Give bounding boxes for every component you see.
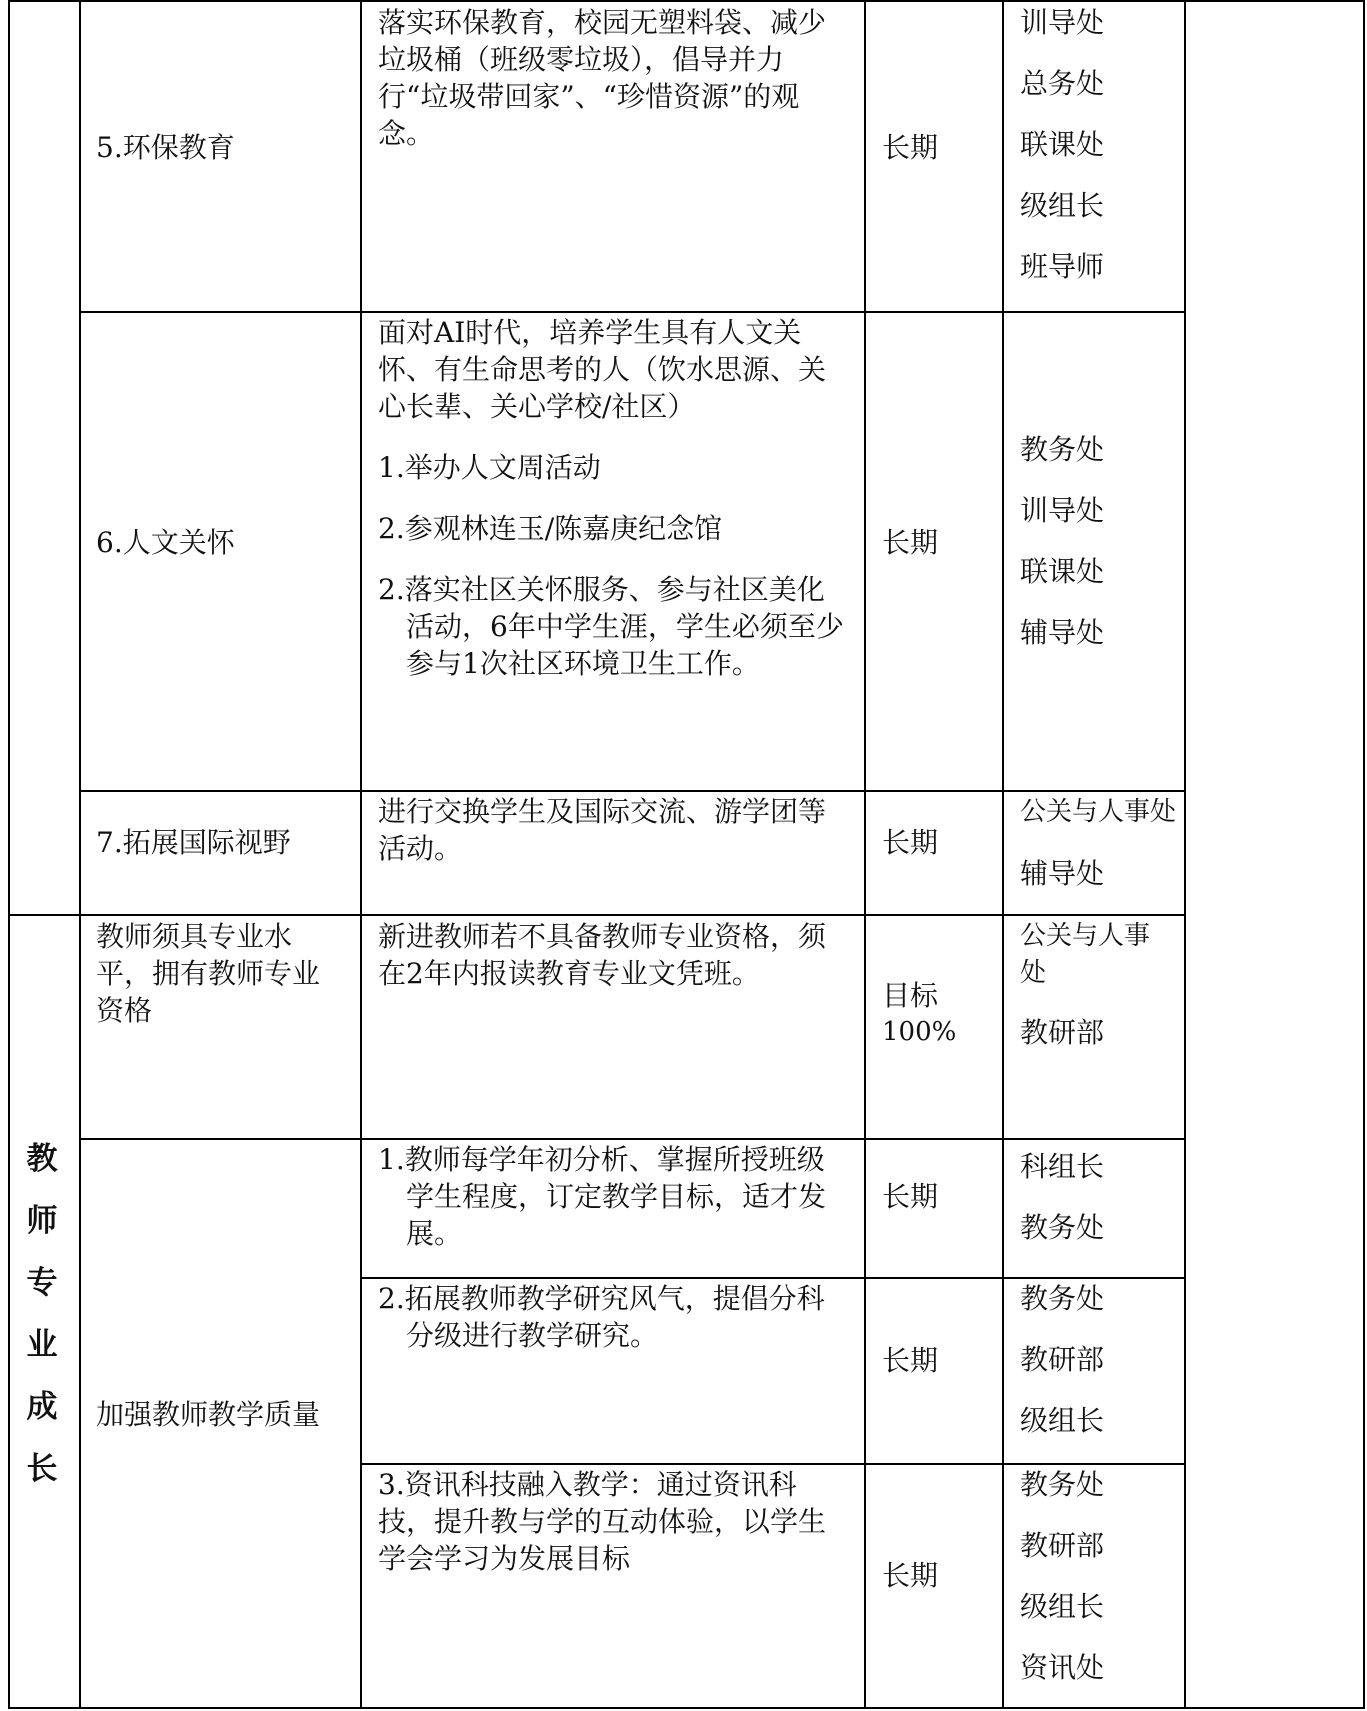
col-divider-2 (360, 0, 362, 1708)
row5-dept-2: 总务处 (1020, 67, 1105, 100)
row5-period: 长期 (882, 131, 939, 164)
row7-dept-2: 辅导处 (1020, 857, 1105, 890)
section-title-vertical (8, 1128, 76, 1500)
section-title-char-3: 专 (26, 1265, 58, 1301)
row6-dept-4: 辅导处 (1020, 616, 1105, 649)
row5-departments (1020, 4, 1180, 309)
teacher-row2-dept-1: 科组长 (1020, 1150, 1105, 1183)
row6-period: 长期 (882, 526, 939, 559)
row5-content-p1: 落实环保教育，校园无塑料袋、减少垃圾桶（班级零垃圾），倡导并力行“垃圾带回家”、“珍惜资源”的观念。 (378, 6, 827, 150)
teacher-row4-departments (1020, 1466, 1180, 1710)
row-line-5-6 (79, 311, 1185, 313)
teacher-group-item: 加强教师教学质量 (96, 1398, 321, 1431)
teacher-row3-dept-1: 教务处 (1020, 1282, 1105, 1315)
col-divider-3 (864, 0, 866, 1708)
teacher-row1-departments (1020, 918, 1170, 1073)
row7-dept-1: 公关与人事处 (1020, 797, 1177, 827)
row7-content-p1: 进行交换学生及国际交流、游学团等活动。 (378, 795, 827, 865)
row6-content (378, 314, 848, 682)
row6-content-item1: 1.举办人文周活动 (378, 451, 601, 484)
outer-right-border (1363, 0, 1365, 1708)
section-title-char-4: 业 (26, 1327, 58, 1363)
section-line (8, 914, 1185, 916)
row5-dept-3: 联课处 (1020, 128, 1105, 161)
teacher-row1-period-value: 100% (882, 1017, 957, 1047)
section-title-char-6: 长 (26, 1451, 58, 1487)
section-title-char-2: 师 (26, 1203, 58, 1239)
row5-dept-5: 班导师 (1020, 250, 1105, 283)
teacher-row3-period: 长期 (882, 1344, 939, 1377)
row7-content (378, 793, 848, 867)
teacher-row2-dept-2: 教务处 (1020, 1211, 1105, 1244)
row-line-6-7 (79, 790, 1185, 792)
row5-dept-1: 训导处 (1020, 6, 1105, 39)
row6-content-item2: 2.参观林连玉/陈嘉庚纪念馆 (378, 512, 723, 545)
row6-dept-2: 训导处 (1020, 494, 1105, 527)
teacher-row4-dept-4: 资讯处 (1020, 1651, 1105, 1684)
teacher-row3-dept-2: 教研部 (1020, 1343, 1105, 1376)
col-divider-1 (79, 0, 81, 1708)
teacher-row4-content (378, 1466, 848, 1577)
teacher-row4-content-p1: 3.资讯科技融入教学：通过资讯科技，提升教与学的互动体验，以学生学会学习为发展目标 (378, 1468, 827, 1575)
row6-content-intro: 面对AI时代，培养学生具有人文关怀、有生命思考的人（饮水思源、关心长辈、关心学校/社区） (378, 316, 827, 423)
row5-content (378, 4, 848, 152)
row6-dept-1: 教务处 (1020, 433, 1105, 466)
teacher-row3-content-p1: 2.拓展教师教学研究风气，提倡分科分级进行教学研究。 (378, 1282, 825, 1352)
row7-departments (1020, 794, 1185, 916)
teacher-row4-period: 长期 (882, 1559, 939, 1592)
row6-item: 6.人文关怀 (96, 526, 235, 559)
teacher-row4-dept-1: 教务处 (1020, 1468, 1105, 1501)
row6-dept-3: 联课处 (1020, 555, 1105, 588)
row5-item: 5.环保教育 (96, 131, 235, 164)
section-title-char-1: 教 (26, 1141, 58, 1177)
row-line-top (8, 0, 1365, 2)
teacher-row3-dept-3: 级组长 (1020, 1404, 1105, 1437)
row5-dept-4: 级组长 (1020, 189, 1105, 222)
col-divider-4 (1002, 0, 1004, 1708)
teacher-row4-dept-3: 级组长 (1020, 1590, 1105, 1623)
teacher-row4-dept-2: 教研部 (1020, 1529, 1105, 1562)
teacher-row1-dept-2: 教研部 (1020, 1016, 1105, 1049)
row-line-t1-t2 (79, 1138, 1185, 1140)
teacher-row2-content (378, 1141, 848, 1252)
row6-departments (1020, 431, 1180, 675)
teacher-row3-departments (1020, 1280, 1180, 1463)
teacher-row1-dept-1: 公关与人事处 (1020, 921, 1151, 988)
teacher-row2-content-p1: 1.教师每学年初分析、掌握所授班级学生程度，订定教学目标，适才发展。 (378, 1143, 827, 1250)
teacher-row2-period: 长期 (882, 1180, 939, 1213)
teacher-row1-item: 教师须具专业水平，拥有教师专业资格 (96, 920, 321, 1027)
row-line-t2-t3 (360, 1277, 1185, 1279)
teacher-row2-departments (1020, 1148, 1180, 1270)
section-title-char-5: 成 (26, 1389, 58, 1425)
row7-period: 长期 (882, 826, 939, 859)
teacher-row1-period (882, 977, 997, 1051)
teacher-row1-content (378, 918, 848, 992)
row6-content-item3: 2.落实社区关怀服务、参与社区美化活动，6年中学生涯，学生必须至少参与1次社区环境卫生工作。 (378, 573, 844, 680)
row-line-t3-t4 (360, 1463, 1185, 1465)
teacher-row3-content (378, 1280, 848, 1354)
teacher-row1-period-label: 目标 (882, 979, 939, 1012)
teacher-row1-content-p1: 新进教师若不具备教师专业资格，须在2年内报读教育专业文凭班。 (378, 920, 827, 990)
row7-item: 7.拓展国际视野 (96, 826, 291, 859)
